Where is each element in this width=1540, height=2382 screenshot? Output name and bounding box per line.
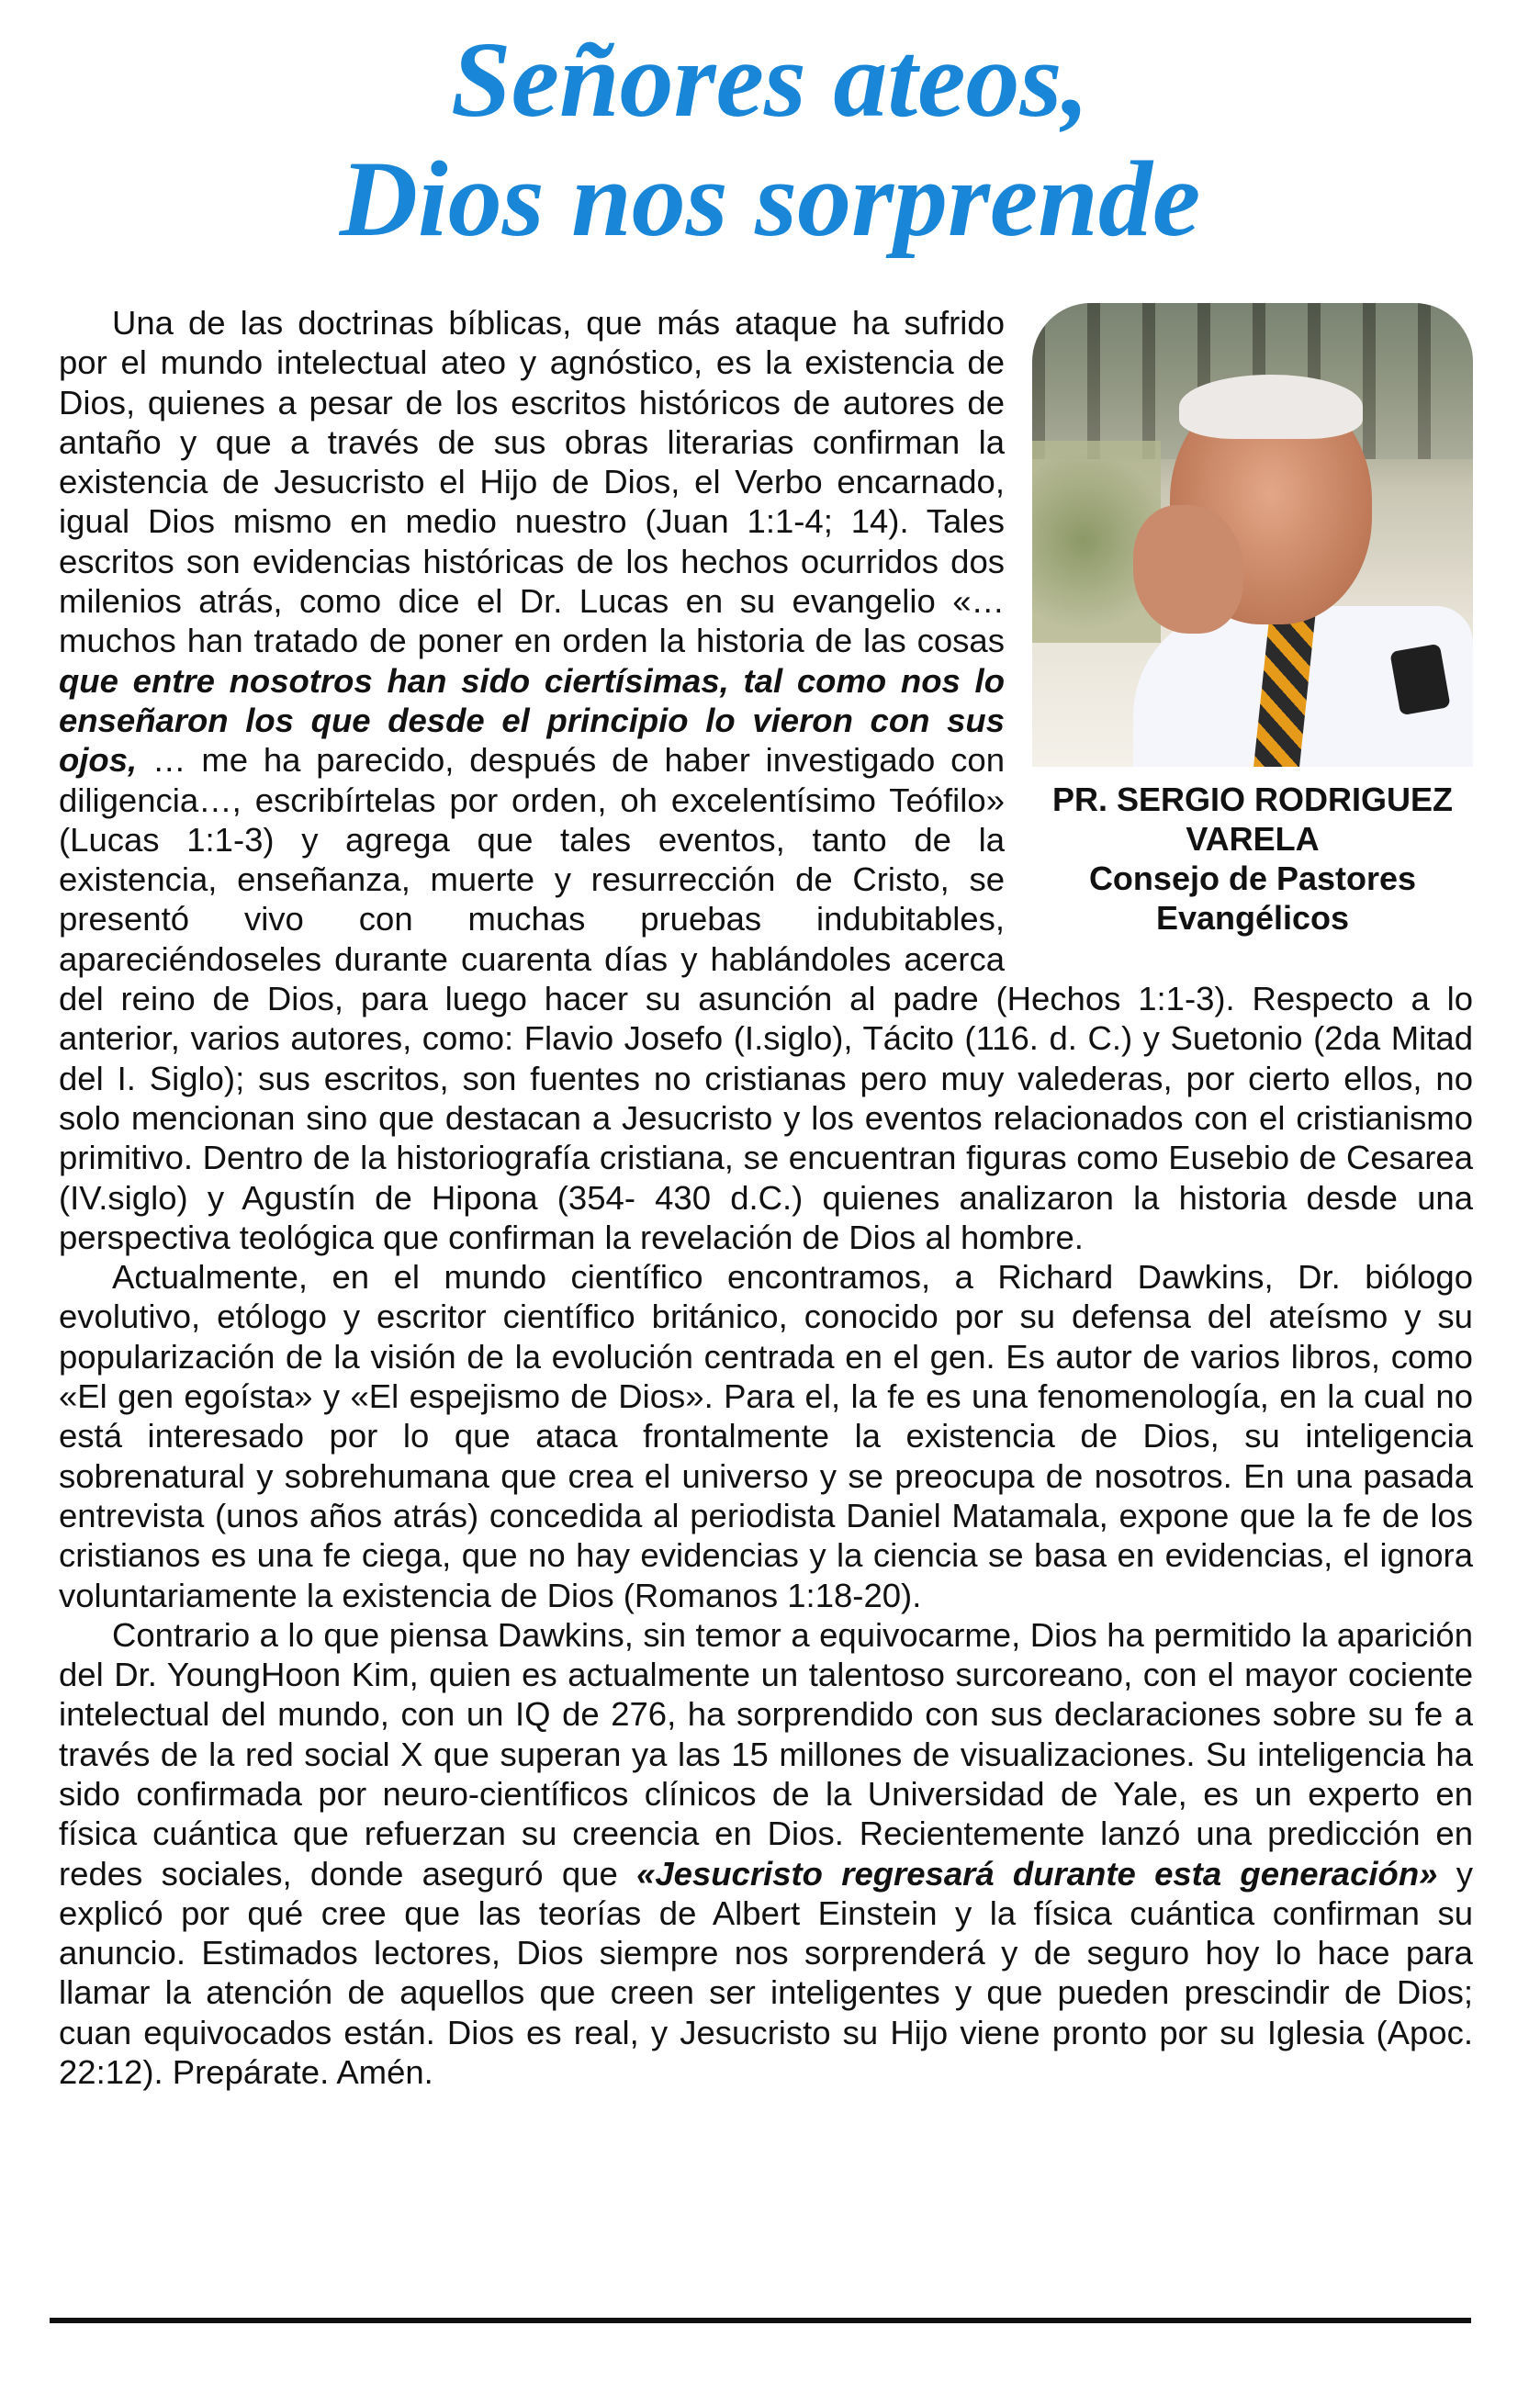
portrait-photo	[1032, 303, 1473, 767]
bottom-divider	[50, 2318, 1471, 2323]
paragraph-2: Actualmente, en el mundo científico encontramos, a Richard Dawkins, Dr. biólogo evolutivo, etólogo y escritor científico británico, conocido por su defensa del ateísmo y su popularización de la visión de la evolución centrada en el gen. Es autor de varios libros, como «El gen egoísta» y «El espejismo de Dios». Para el, la fe es una fenomenología, en la cual no está interesado por lo que ataca frontalmente la existencia de Dios, su inteligencia sobrenatural y sobrehumana que crea el universo y se preocupa de nosotros. En una pasada entrevista (unos años atrás) concedida al periodista Daniel Matamala, expone que la fe de los cristianos es una fe ciega, que no hay evidencias y la ciencia se basa en evidencias, el ignora voluntariamente la existencia de Dios (Romanos 1:18-20).	[59, 1258, 1473, 1614]
paragraph-1-part-c: … me ha parecido, después de haber investigado con diligencia…, escribírtelas por orden, oh excelentísimo Teófilo» (Lucas 1:1-3) y agrega que tales eventos, tanto de la existencia, enseñanza, muerte y resurrección de Cristo, se presentó vivo con muchas pruebas indubitables, apareciéndoseles durante cuarenta días y hablándoles acerca del reino de Dios, para luego hacer su asunción al padre (Hechos 1:1-3). Respecto a lo anterior, varios autores, como: Flavio Josefo (I.siglo), Tácito (116. d. C.) y Suetonio (2da Mitad del I. Siglo); sus escritos, son fuentes no cristianas pero muy valederas, por cierto ellos, no solo mencionan sino que destacan a Jesucristo y los eventos relacionados con el cristianismo primitivo. Dentro de la historiografía cristiana, se encuentran figuras como Eusebio de Cesarea (IV.siglo) y Agustín de Hipona (354- 430 d.C.) quienes analizaron la historia desde una perspectiva teológica que confirman la revelación de Dios al hombre.	[59, 741, 1473, 1256]
author-caption	[1032, 780, 1473, 938]
paragraph-3-quote: «Jesucristo regresará durante esta generación»	[636, 1854, 1438, 1893]
author-org-line-1: Consejo de Pastores	[1088, 860, 1417, 897]
paragraph-1-part-a: Una de las doctrinas bíblicas, que más ataque ha sufrido por el mundo intelectual ateo y agnóstico, es la existencia de Dios, quienes a pesar de los escritos históricos de autores de antaño y que a través de sus obras literarias confirman la existencia de Jesucristo el Hijo de Dios, el Verbo encarnado, igual Dios mismo en medio nuestro (Juan 1:1-4; 14). Tales escritos son evidencias históricas de los hechos ocurridos dos milenios atrás, como dice el Dr. Lucas en su evangelio «…muchos han tratado de poner en orden la historia de las cosas	[59, 304, 1005, 660]
paragraph-3-part-c: y explicó por qué cree que las teorías de Albert Einstein y la física cuántica confirman su anuncio. Estimados lectores, Dios siempre nos sorprenderá y de seguro hoy lo hace para llamar la atención de aquellos que creen ser inteligentes y que pueden prescindir de Dios; cuan equivocados están. Dios es real, y Jesucristo su Hijo viene pronto por su Iglesia (Apoc. 22:12). Prepárate. Amén.	[59, 1854, 1473, 2092]
author-name-line-2: VARELA	[1186, 820, 1320, 858]
paragraph-3-part-a: Contrario a lo que piensa Dawkins, sin temor a equivocarme, Dios ha permitido la aparición del Dr. YoungHoon Kim, quien es actualmente un talentoso surcoreano, con el mayor cociente intelectual del mundo, con un IQ de 276, ha sorprendido con sus declaraciones sobre su fe a través de la red social X que superan ya las 15 millones de visualizaciones. Su inteligencia ha sido confirmada por neuro-científicos clínicos de la Universidad de Yale, es un experto en física cuántica que refuerzan su creencia en Dios. Recientemente lanzó una predicción en redes sociales, donde aseguró que	[59, 1615, 1473, 1893]
paragraph-3	[59, 1615, 1473, 2093]
title-line-1: Señores ateos,	[451, 19, 1089, 140]
author-org-line-2: Evangélicos	[1155, 899, 1350, 937]
paragraph-1-quote: que entre nosotros han sido ciertísimas, tal como nos lo enseñaron los que desde el principio lo vieron con sus ojos,	[59, 661, 1005, 780]
author-name-line-1: PR. SERGIO RODRIGUEZ	[1051, 781, 1454, 818]
article-body	[59, 303, 1473, 2092]
author-sidebar	[1032, 303, 1473, 964]
article-title	[0, 20, 1540, 259]
title-line-2: Dios nos sorprende	[339, 139, 1201, 259]
